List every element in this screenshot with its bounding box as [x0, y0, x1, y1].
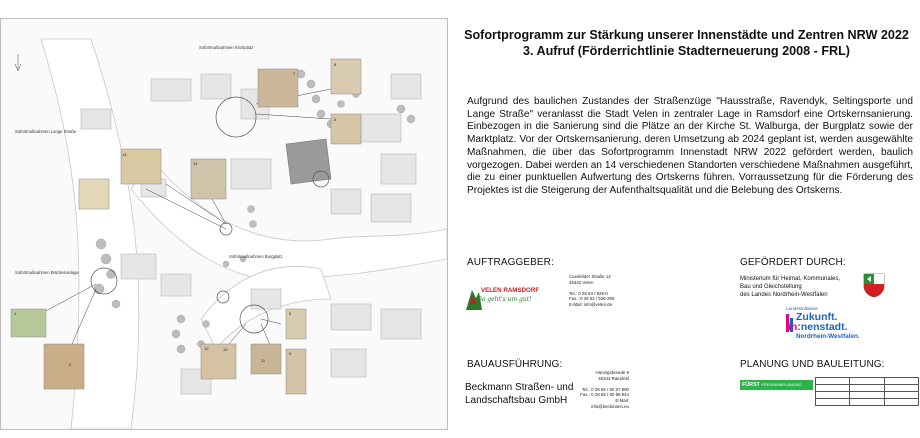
address-line: Fax.: 0 28 65 / 60 86 944	[580, 392, 629, 398]
zukunft-innenstadt-rest: nenstadt.	[800, 321, 848, 333]
address-line: Tel.: 0 28 63 / 926-0	[569, 290, 608, 296]
nrw-coat-of-arms	[862, 272, 886, 298]
svg-text:11: 11	[261, 358, 266, 363]
table-cell	[850, 385, 884, 392]
fuerst-name: FÜRST	[742, 381, 760, 388]
velen-logo-name: VELEN RAMSDORF	[481, 287, 540, 294]
planung-heading: PLANUNG UND BAULEITUNG:	[740, 359, 885, 370]
map-label-kirchplatz: Sofortmaßnahmen Kirchplatz	[199, 45, 254, 50]
zukunft-innenstadt-line1: Zukunft.	[796, 311, 838, 323]
site-plan-map	[0, 18, 448, 430]
title-line-1: Sofortprogramm zur Stärkung unserer Innenstädte und Zentren NRW 2022	[464, 28, 909, 42]
table-cell	[884, 399, 918, 406]
gefoerdert-heading: GEFÖRDERT DURCH:	[740, 257, 846, 268]
fuerst-sub: FREIRAUMPLANUNG	[761, 381, 802, 387]
fuerst-logo-text	[742, 382, 802, 388]
table-cell	[850, 392, 884, 399]
zukunft-innenstadt-in: in:	[788, 321, 801, 333]
table-cell	[850, 399, 884, 406]
planner-info-table	[815, 377, 919, 406]
zukunft-innenstadt-line3: Nordrhein-Westfalen.	[796, 333, 860, 340]
ministry-line: Bau und Gleichstellung	[740, 284, 802, 290]
address-line: Coesfelder Straße 14	[569, 274, 611, 279]
zukunft-innenstadt-line2	[788, 321, 848, 333]
map-label-lange-strasse: Sofortmaßnahmen Lange Straße	[15, 129, 77, 134]
ministry-line: Ministerium für Heimat, Kommunales,	[740, 276, 841, 282]
svg-text:12: 12	[223, 347, 228, 352]
contractor-address	[580, 370, 629, 409]
address-line: Fax.: 0 28 63 / 926-299	[569, 296, 615, 302]
map-label-burgplatz: Sofortmaßnahmen Burgplatz	[229, 254, 283, 259]
address-line: 46343 Raesfeld	[598, 375, 629, 381]
table-cell	[884, 385, 918, 392]
site-plan-drawing	[1, 19, 447, 429]
svg-text:13: 13	[122, 152, 127, 157]
table-cell	[816, 378, 850, 385]
svg-text:10: 10	[204, 346, 209, 351]
svg-text:8: 8	[289, 311, 292, 316]
poster-title	[453, 28, 920, 59]
auftraggeber-address	[569, 274, 614, 308]
intro-paragraph: Aufgrund des baulichen Zustandes der Straßenzüge "Hausstraße, Ravendyk, Seltingsporte und Lange Straße" veranlasst die Stadt Velen in zentraler Lage in Ramsdorf eine Ortskernsanierung. Einbezogen in die Sanierung sind die Plätze an der Kirche St. Walburga, der Burgplatz sowie der Marktplatz. Vor der Ortskernsanierung, deren Umsetzung ab 2024 geplant ist, werden ausgewählte Maßnahmen, die über das Sofortprogramm Innenstadt NRW 2022 gefördert werden, baulich vorgezogen. Dabei werden an 14 verschiedenen Standorten verschiedene Maßnahmen ausgeführt, die zu einer punktuellen Aufwertung des Ortskerns führen. Vorraussetzung für die Förderung des Projektes ist die Steigerung der Aufenthaltsqualität und die Belebung des Ortskerns.	[467, 96, 913, 196]
svg-text:5: 5	[334, 117, 337, 122]
address-line: Tel.: 0 28 65 / 60 97 990	[581, 386, 629, 392]
address-line: E-Mail: info@beckmann.eu	[591, 397, 629, 409]
zukunft-innenstadt-tagline: Landesinitiative	[786, 306, 818, 311]
svg-text:14: 14	[193, 161, 198, 166]
auftraggeber-heading: AUFTRAGGEBER:	[467, 257, 554, 268]
table-cell	[884, 378, 918, 385]
svg-text:9: 9	[289, 351, 292, 356]
svg-text:2: 2	[69, 362, 72, 367]
table-cell	[884, 392, 918, 399]
table-cell	[816, 399, 850, 406]
svg-text:6: 6	[334, 62, 337, 67]
svg-text:1: 1	[14, 311, 17, 316]
table-cell	[850, 378, 884, 385]
ministry-line: des Landes Nordrhein-Westfalen	[740, 292, 828, 298]
address-line: E-Mail: info@velen.de	[569, 301, 613, 307]
title-line-2: 3. Aufruf (Förderrichtlinie Stadterneuerung 2008 - FRL)	[522, 43, 850, 58]
velen-logo-slogan: Da geht's um gut!	[477, 296, 532, 303]
svg-text:7: 7	[293, 71, 296, 76]
table-cell	[816, 392, 850, 399]
ministry-name	[740, 275, 840, 299]
table-cell	[816, 385, 850, 392]
contractor-name: Beckmann Straßen- und Landschaftsbau GmbH	[465, 382, 574, 406]
map-label-brueckenanlage: Sofortmaßnahmen Brückenanlage	[15, 270, 79, 275]
bauausfuehrung-heading: BAUAUSFÜHRUNG:	[467, 359, 563, 370]
address-line: Hüningsbreede 8	[595, 370, 629, 375]
address-line: 46342 Velen	[569, 279, 594, 285]
